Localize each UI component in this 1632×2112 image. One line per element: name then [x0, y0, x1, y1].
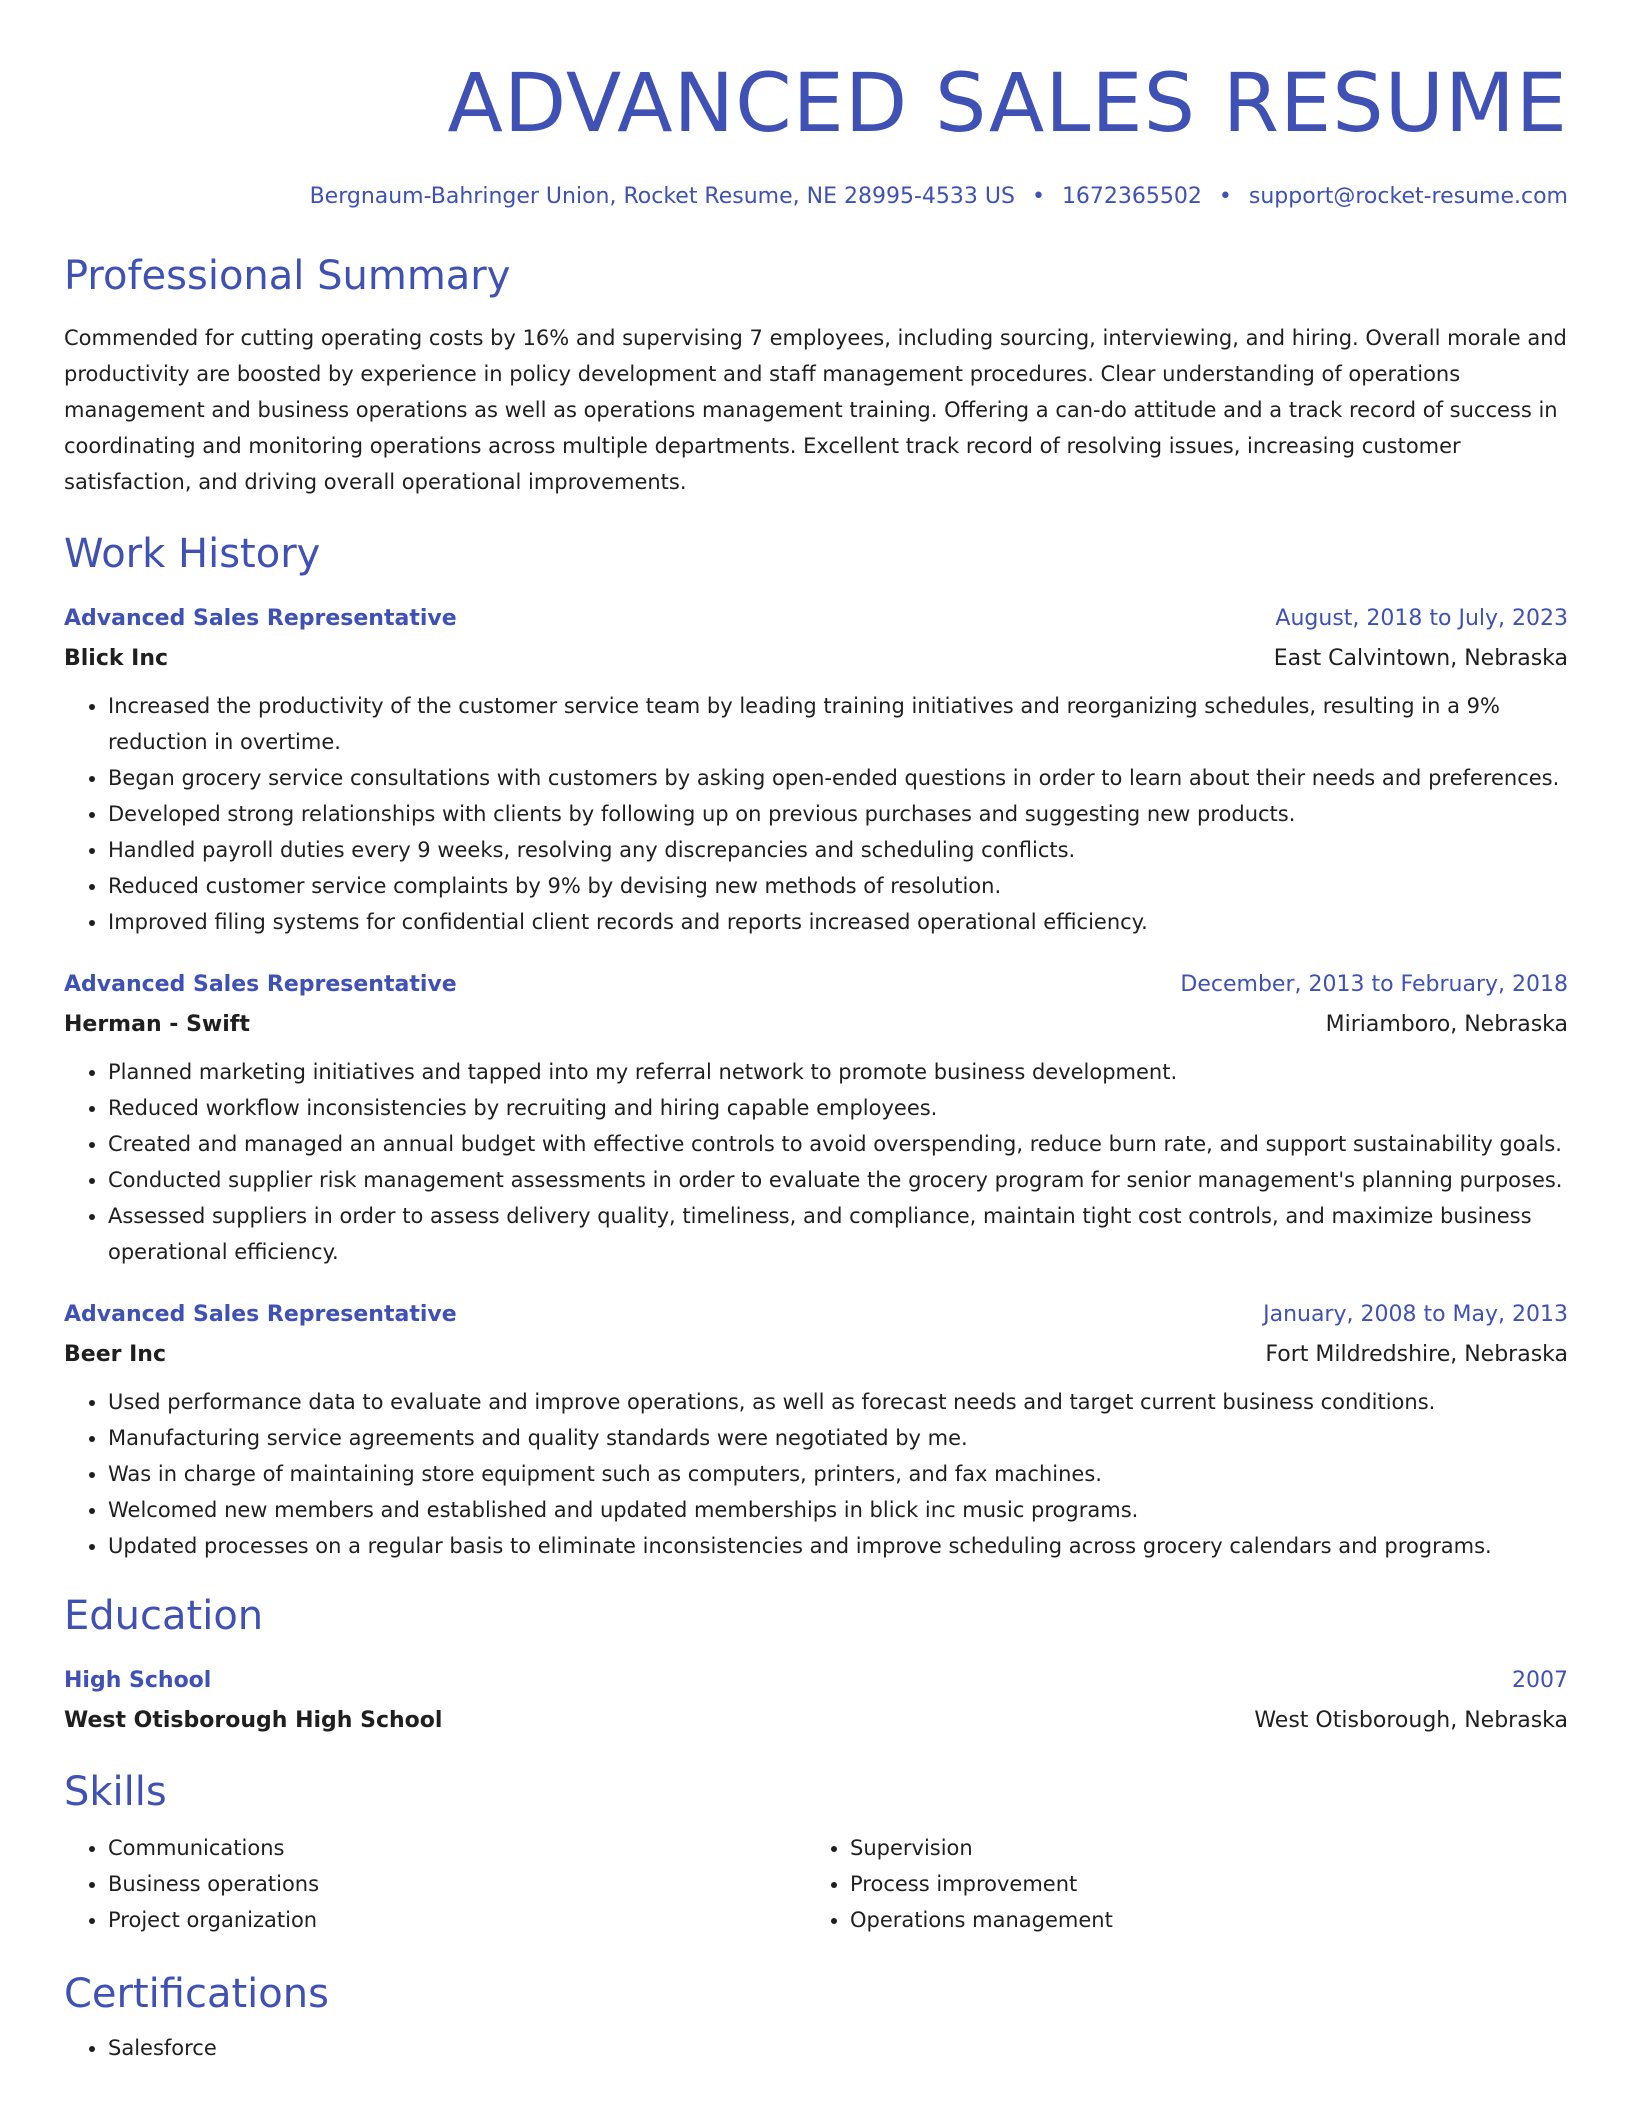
- job-employer: Beer Inc: [64, 1342, 167, 1367]
- contact-address: Bergnaum-Bahringer Union, Rocket Resume, NE 28995-4533 US: [309, 184, 1015, 209]
- job-location: Miriamboro, Nebraska: [1325, 1012, 1568, 1037]
- skill-item: • Operations management: [850, 1902, 1548, 1938]
- education-school: West Otisborough High School: [64, 1708, 443, 1733]
- job-entry: [64, 604, 1568, 940]
- job-location: East Calvintown, Nebraska: [1273, 646, 1568, 671]
- resume-title: ADVANCED SALES RESUME: [447, 57, 1568, 151]
- contact-phone: 1672365502: [1061, 184, 1202, 209]
- contact-line: [64, 182, 1568, 212]
- skill-item: • Supervision: [850, 1830, 1548, 1866]
- contact-separator: •: [1218, 184, 1232, 209]
- education-year: 2007: [1512, 1668, 1568, 1693]
- job-bullet: • Used performance data to evaluate and improve operations, as well as forecast needs and target current business conditions.: [108, 1384, 1568, 1420]
- job-bullet: • Was in charge of maintaining store equipment such as computers, printers, and fax machines.: [108, 1456, 1568, 1492]
- job-employer: Herman - Swift: [64, 1012, 250, 1037]
- skill-item: • Business operations: [108, 1866, 806, 1902]
- skill-item: • Process improvement: [850, 1866, 1548, 1902]
- job-bullet: • Created and managed an annual budget with effective controls to avoid overspending, reduce burn rate, and support sustainability goals.: [108, 1126, 1568, 1162]
- job-bullet: • Began grocery service consultations with customers by asking open-ended questions in order to learn about their needs and preferences.: [108, 760, 1568, 796]
- section-heading-work: Work History: [64, 531, 321, 577]
- skills-column-left: [64, 1830, 806, 1938]
- job-title: Advanced Sales Representative: [64, 1302, 457, 1327]
- skills-grid: [64, 1830, 1568, 1938]
- education-degree: High School: [64, 1668, 212, 1693]
- job-dates: January, 2008 to May, 2013: [1263, 1302, 1568, 1327]
- skills-column-right: [806, 1830, 1548, 1938]
- job-bullet: • Updated processes on a regular basis to eliminate inconsistencies and improve scheduling across grocery calendars and programs.: [108, 1528, 1568, 1564]
- section-heading-summary: Professional Summary: [64, 253, 511, 299]
- job-bullet: • Planned marketing initiatives and tapped into my referral network to promote business development.: [108, 1054, 1568, 1090]
- job-bullets: [64, 1384, 1568, 1564]
- skill-item: • Communications: [108, 1830, 806, 1866]
- summary-text: Commended for cutting operating costs by 16% and supervising 7 employees, including sourcing, interviewing, and hiring. Overall morale and productivity are boosted by experience in policy development and staff management procedures. Clear understanding of operations management and business operations as well as operations management training. Offering a can-do attitude and a track record of success in coordinating and monitoring operations across multiple departments. Excellent track record of resolving issues, increasing customer satisfaction, and driving overall operational improvements.: [64, 326, 1567, 494]
- job-dates: December, 2013 to February, 2018: [1180, 972, 1568, 997]
- contact-email: support@rocket-resume.com: [1248, 184, 1568, 209]
- certifications-list: [64, 2030, 1568, 2066]
- education-location: West Otisborough, Nebraska: [1254, 1708, 1568, 1733]
- skill-item: • Project organization: [108, 1902, 806, 1938]
- education-entry: [64, 1666, 1568, 1736]
- section-heading-certifications: Certifications: [64, 1971, 329, 2017]
- section-heading-skills: Skills: [64, 1769, 167, 1815]
- job-bullet: • Manufacturing service agreements and quality standards were negotiated by me.: [108, 1420, 1568, 1456]
- job-title: Advanced Sales Representative: [64, 972, 457, 997]
- job-bullet: • Reduced customer service complaints by 9% by devising new methods of resolution.: [108, 868, 1568, 904]
- job-bullet: • Reduced workflow inconsistencies by recruiting and hiring capable employees.: [108, 1090, 1568, 1126]
- job-bullet: • Conducted supplier risk management assessments in order to evaluate the grocery program for senior management's planning purposes.: [108, 1162, 1568, 1198]
- job-employer: Blick Inc: [64, 646, 169, 671]
- job-bullet: • Developed strong relationships with clients by following up on previous purchases and suggesting new products.: [108, 796, 1568, 832]
- job-bullet: • Handled payroll duties every 9 weeks, resolving any discrepancies and scheduling conflicts.: [108, 832, 1568, 868]
- job-bullets: [64, 688, 1568, 940]
- job-entry: [64, 1300, 1568, 1564]
- job-title: Advanced Sales Representative: [64, 606, 457, 631]
- contact-separator: •: [1031, 184, 1045, 209]
- job-bullet: • Improved filing systems for confidential client records and reports increased operational efficiency.: [108, 904, 1568, 940]
- job-entry: [64, 970, 1568, 1270]
- section-heading-education: Education: [64, 1593, 264, 1639]
- job-bullets: [64, 1054, 1568, 1270]
- job-bullet: • Welcomed new members and established and updated memberships in blick inc music programs.: [108, 1492, 1568, 1528]
- certification-item: • Salesforce: [108, 2030, 1568, 2066]
- job-location: Fort Mildredshire, Nebraska: [1265, 1342, 1568, 1367]
- job-bullet: • Assessed suppliers in order to assess delivery quality, timeliness, and compliance, maintain tight cost controls, and maximize business operational efficiency.: [108, 1198, 1568, 1270]
- job-bullet: • Increased the productivity of the customer service team by leading training initiatives and reorganizing schedules, resulting in a 9% reduction in overtime.: [108, 688, 1568, 760]
- job-dates: August, 2018 to July, 2023: [1275, 606, 1568, 631]
